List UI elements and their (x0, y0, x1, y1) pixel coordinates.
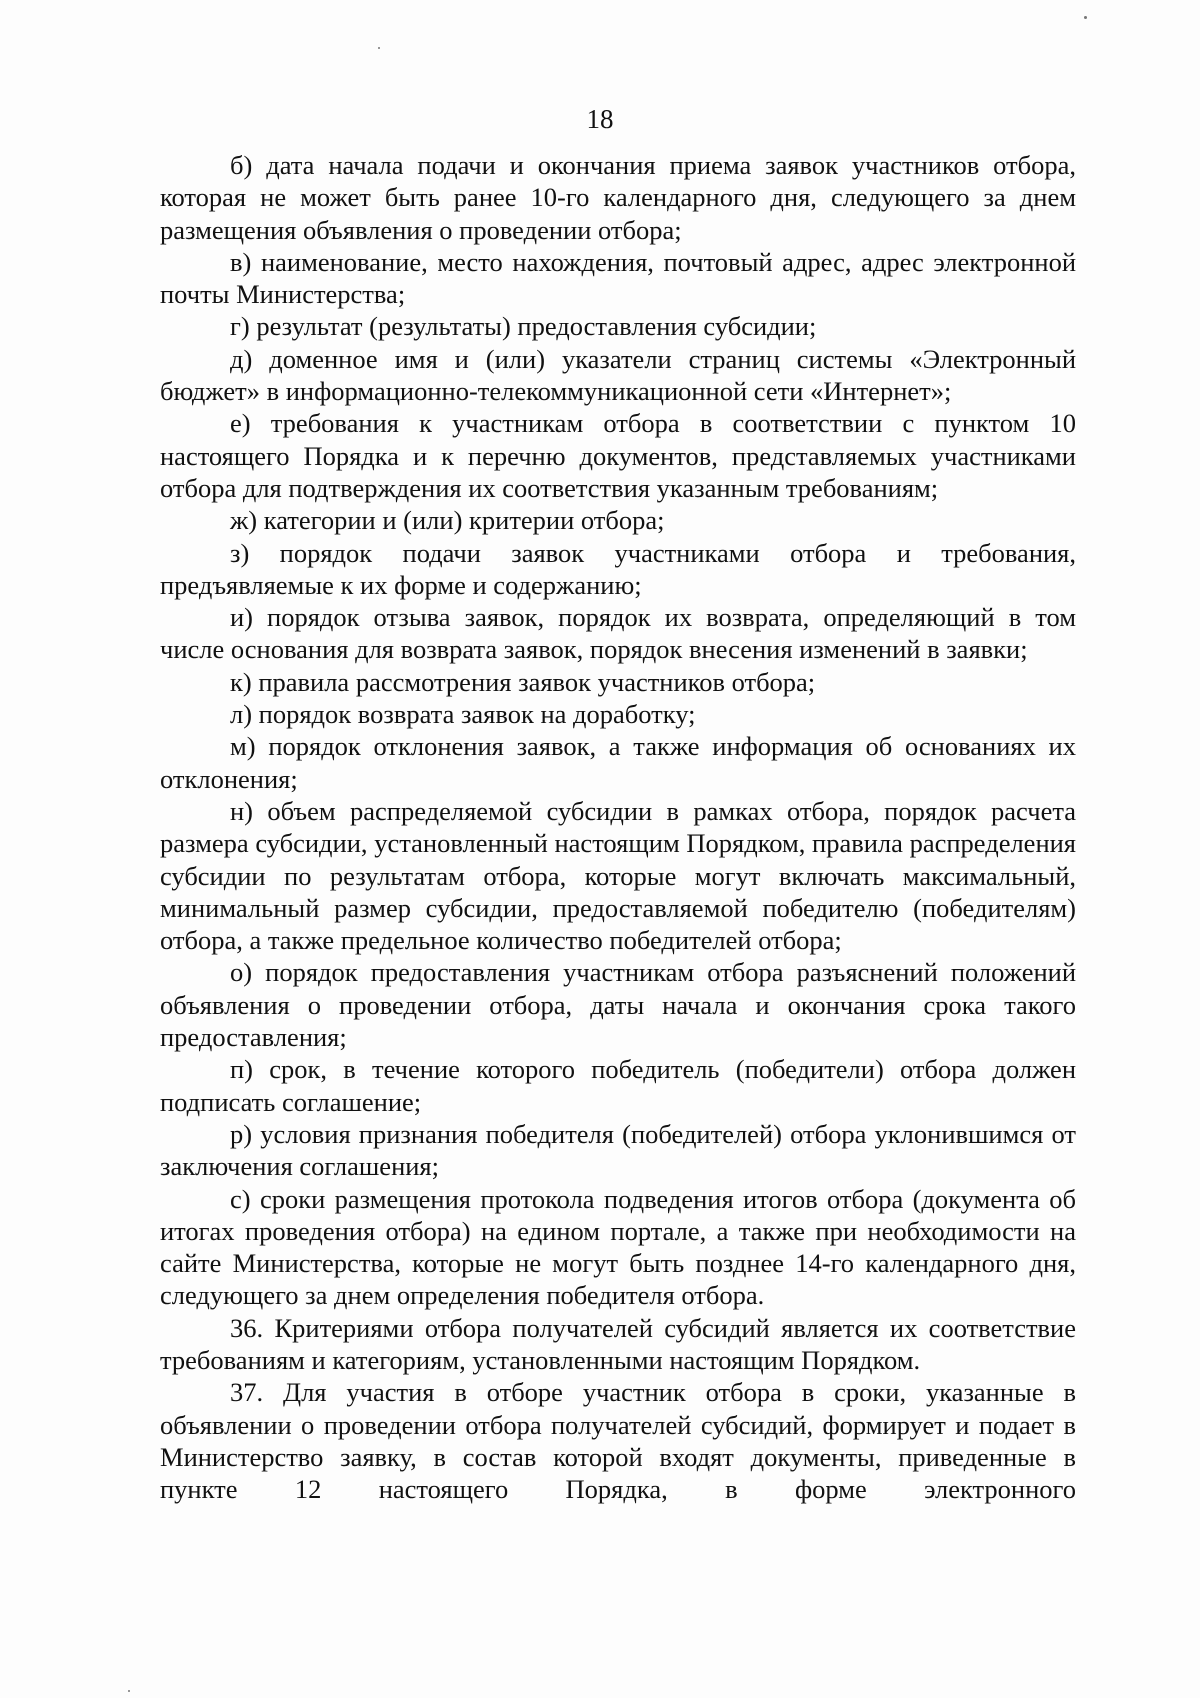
paragraph-b: б) дата начала подачи и окончания приема заявок участников отбора, которая не может быть ранее 10-го календарного дня, следующего за днем размещения объявления о проведении отбора; (160, 150, 1076, 245)
paragraph-r: р) условия признания победителя (победителей) отбора уклонившимся от заключения соглашения; (160, 1118, 1076, 1182)
paragraph-o: о) порядок предоставления участникам отбора разъяснений положений объявления о проведении отбора, даты начала и окончания срока такого предоставления; (160, 957, 1076, 1053)
page-number: 18 (586, 104, 614, 134)
scan-speck (128, 1690, 130, 1692)
paragraph-d: д) доменное имя и (или) указатели страниц системы «Электронный бюджет» в информационно-телекоммуникационной сети «Интернет»; (160, 343, 1076, 407)
paragraph-n: н) объем распределяемой субсидии в рамках отбора, порядок расчета размера субсидии, установленный настоящим Порядком, правила распределения субсидии по результатам отбора, которые могут включать максимальный, минимальный размер субсидии, предоставляемой победителю (победителям) отбора, а также предельное количество победителей отбора; (160, 795, 1076, 956)
scan-speck (1084, 16, 1087, 19)
paragraph-s: с) сроки размещения протокола подведения итогов отбора (документа об итогах проведения отбора) на едином портале, а также при необходимости на сайте Министерства, которые не могут быть позднее 14-го календарного дня, следующего за днем определения победителя отбора. (160, 1183, 1076, 1311)
scan-speck (378, 47, 380, 49)
document-body (160, 149, 1076, 1505)
paragraph-l: л) порядок возврата заявок на доработку; (230, 699, 696, 730)
paragraph-zh: ж) категории и (или) критерии отбора; (230, 505, 665, 536)
paragraph-p: п) срок, в течение которого победитель (победители) отбора должен подписать соглашение; (160, 1054, 1076, 1117)
paragraph-v: в) наименование, место нахождения, почтовый адрес, адрес электронной почты Министерства; (160, 246, 1076, 310)
paragraph-k: к) правила рассмотрения заявок участников отбора; (230, 666, 816, 697)
paragraph-m: м) порядок отклонения заявок, а также информация об основаниях их отклонения; (160, 731, 1076, 794)
paragraph-e: е) требования к участникам отбора в соответствии с пунктом 10 настоящего Порядка и к перечню документов, представляемых участниками отбора для подтверждения их соответствия указанным требованиям; (160, 408, 1076, 503)
paragraph-z: з) порядок подачи заявок участниками отбора и требования, предъявляемые к их форме и содержанию; (160, 537, 1076, 600)
paragraph-37: 37. Для участия в отборе участник отбора в сроки, указанные в объявлении о проведении отбора получателей субсидий, формирует и подает в Министерство заявку, в состав которой входят документы, приведенные в пункте 12 настоящего Порядка, в форме электронного (160, 1377, 1076, 1505)
paragraph-g: г) результат (результаты) предоставления субсидии; (230, 311, 817, 342)
paragraph-i: и) порядок отзыва заявок, порядок их возврата, определяющий в том числе основания для возврата заявок, порядок внесения изменений в заявки; (160, 602, 1076, 665)
paragraph-36: 36. Критериями отбора получателей субсидий является их соответствие требованиям и категориям, установленными настоящим Порядком. (160, 1312, 1076, 1375)
